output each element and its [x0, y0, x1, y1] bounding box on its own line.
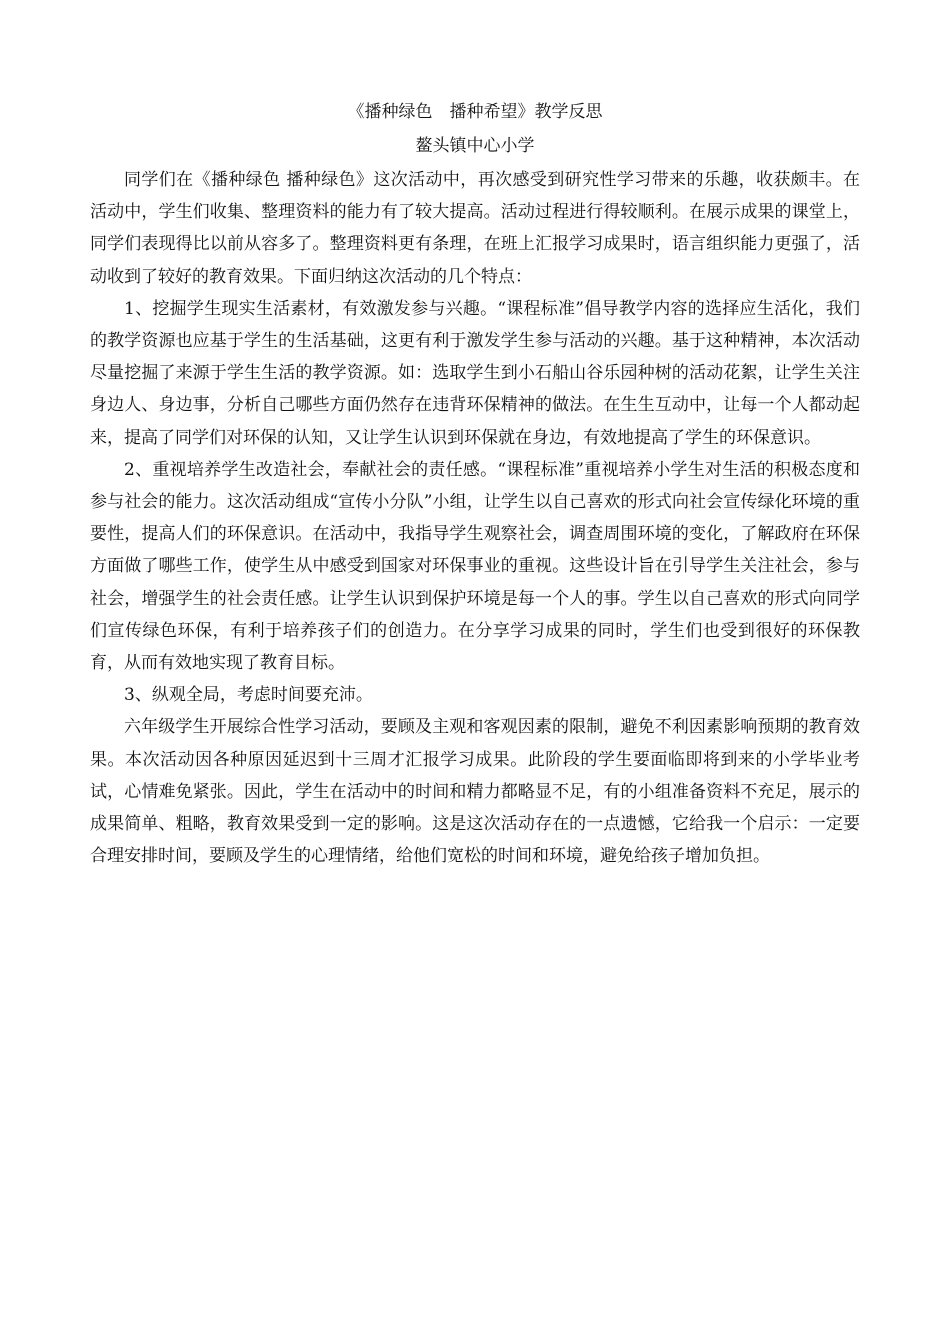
school-name: 鳌头镇中心小学 — [415, 136, 535, 156]
document-body — [90, 164, 860, 872]
document-title: 《播种绿色 播种希望》教学反思 — [347, 102, 603, 122]
paragraph-point-1: 1、挖掘学生现实生活素材，有效激发参与兴趣。“课程标准”倡导教学内容的选择应生活化，我们的教学资源也应基于学生的生活基础，这更有利于激发学生参与活动的兴趣。基于这种精神，本次活动尽量挖掘了来源于学生生活的教学资源。如：选取学生到小石船山谷乐园种树的活动花絮，让学生关注身边人、身边事，分析自己哪些方面仍然存在违背环保精神的做法。在生生互动中，让每一个人都动起来，提高了同学们对环保的认知，又让学生认识到环保就在身边，有效地提高了学生的环保意识。 — [90, 298, 860, 448]
paragraph-point-2: 2、重视培养学生改造社会，奉献社会的责任感。“课程标准”重视培养小学生对生活的积极态度和参与社会的能力。这次活动组成“宣传小分队”小组，让学生以自己喜欢的形式向社会宣传绿化环境的重要性，提高人们的环保意识。在活动中，我指导学生观察社会，调查周围环境的变化，了解政府在环保方面做了哪些工作，使学生从中感受到国家对环保事业的重视。这些设计旨在引导学生关注社会，参与社会，增强学生的社会责任感。让学生认识到保护环境是每一个人的事。学生以自己喜欢的形式向同学们宣传绿色环保，有利于培养孩子们的创造力。在分享学习成果的同时，学生们也受到很好的环保教育，从而有效地实现了教育目标。 — [90, 459, 860, 674]
paragraph-intro: 同学们在《播种绿色 播种绿色》这次活动中，再次感受到研究性学习带来的乐趣，收获颇丰。在活动中，学生们收集、整理资料的能力有了较大提高。活动过程进行得较顺利。在展示成果的课堂上，同学们表现得比以前从容多了。整理资料更有条理，在班上汇报学习成果时，语言组织能力更强了，活动收到了较好的教育效果。下面归纳这次活动的几个特点： — [90, 170, 860, 287]
paragraph-point-3-body: 六年级学生开展综合性学习活动，要顾及主观和客观因素的限制，避免不利因素影响预期的教育效果。本次活动因各种原因延迟到十三周才汇报学习成果。此阶段的学生要面临即将到来的小学毕业考试，心情难免紧张。因此，学生在活动中的时间和精力都略显不足，有的小组准备资料不充足，展示的成果简单、粗略，教育效果受到一定的影响。这是这次活动存在的一点遗憾，它给我一个启示：一定要合理安排时间，要顾及学生的心理情绪，给他们宽松的时间和环境，避免给孩子增加负担。 — [90, 717, 860, 867]
paragraph-point-3-heading: 3、纵观全局，考虑时间要充沛。 — [124, 685, 373, 706]
